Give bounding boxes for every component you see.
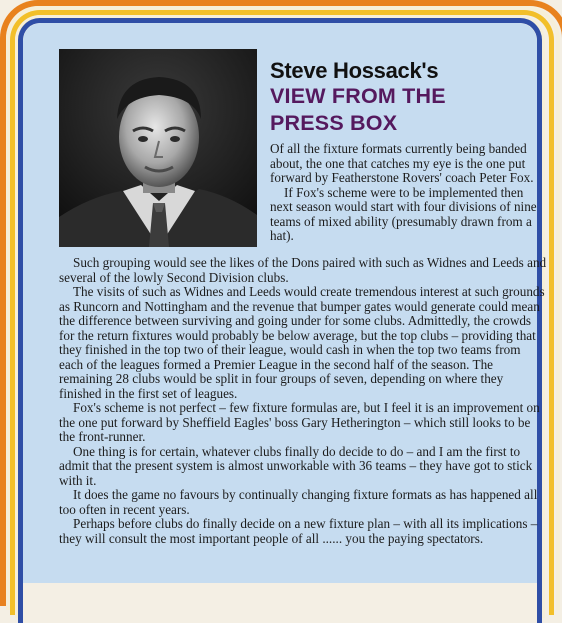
paragraph: Such grouping would see the likes of the Dons paired with such as Widnes and Leeds and several of the lowly Second Division clubs.: [59, 255, 547, 285]
paragraph: Of all the fixture formats currently being banded about, the one that catches my eye is the one put forward by Featherstone Rovers' coach Peter Fox.: [270, 141, 534, 185]
headline-line-2: PRESS BOX: [270, 111, 398, 135]
article-title-block: [270, 59, 540, 137]
portrait-image: [59, 49, 257, 247]
article-body-bottom: [59, 256, 547, 546]
paragraph: Perhaps before clubs do finally decide on a new fixture plan – with all its implications – they will consult the most important people of all ...... you the paying spectators.: [59, 516, 538, 546]
paragraph: It does the game no favours by continually changing fixture formats as has happened all too often in recent years.: [59, 487, 538, 517]
paragraph: The visits of such as Widnes and Leeds would create tremendous interest at such grounds as Runcorn and Nottingham and the revenue that bumper gates would generate could mean the difference between surviving and going under for some clubs. Admittedly, the crowds for the return fixtures would probably be below average, but the top clubs – providing that they finished in the top two of their league, would cash in when the top two teams from each of the leagues formed a Premier League in the second half of the season. The remaining 28 clubs would be split in four groups of seven, depending on where they finished in the first set of leagues.: [59, 284, 545, 401]
paragraph: If Fox's scheme were to be implemented then next season would start with four divisions of nine teams of mixed ability (presumably drawn from a hat).: [270, 184, 537, 243]
author-photo: [59, 49, 257, 247]
author-heading: Steve Hossack's: [270, 58, 439, 83]
article-body-top: [270, 142, 542, 244]
paragraph: Fox's scheme is not perfect – few fixture formulas are, but I feel it is an improvement on the one put forward by Sheffield Eagles' boss Gary Hetherington – which still looks to be the front-runner.: [59, 400, 540, 444]
paragraph: One thing is for certain, whatever clubs finally do decide to do – and I am the first to admit that the present system is almost unworkable with 36 teams – they have got to stick with it.: [59, 443, 533, 488]
headline-line-1: VIEW FROM THE: [270, 84, 446, 108]
